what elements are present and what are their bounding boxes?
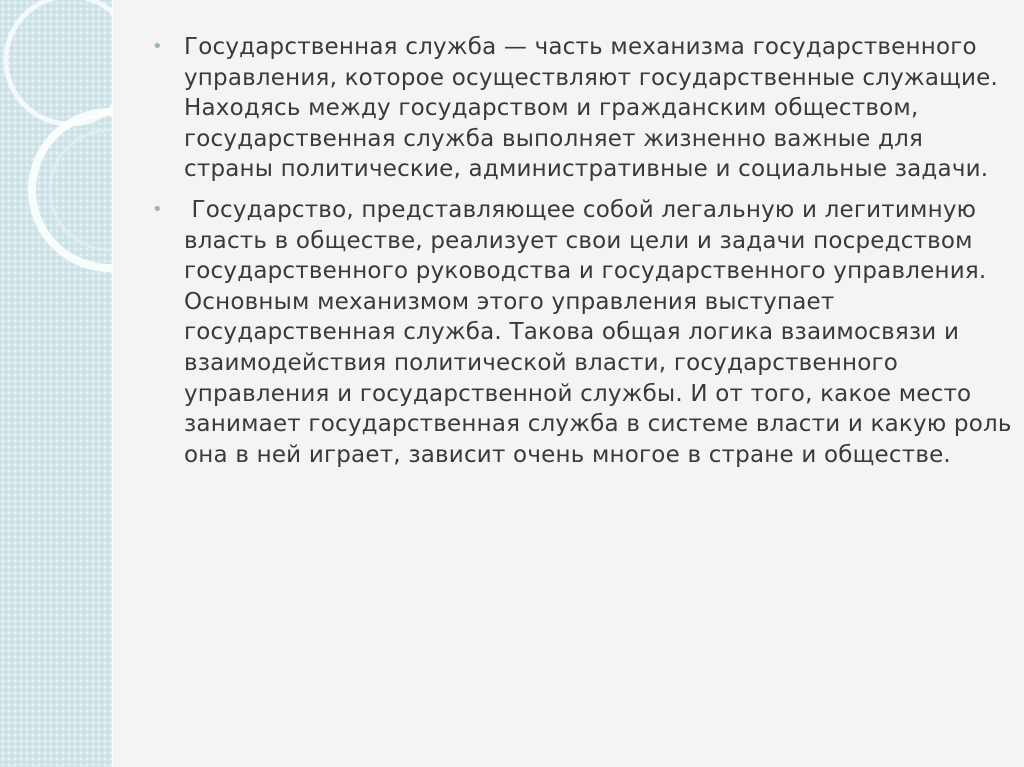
band-divider xyxy=(112,0,115,767)
bullet-text: Государственная служба — часть механизма государственного управления, которое осуществляют государственные служащие. Находясь между государством и гражданским обществом, государственная служба выполняет жизненно важные для страны политические, административные и социальные задачи. xyxy=(184,34,999,183)
bullet-icon: • xyxy=(152,198,163,220)
decorative-side-band xyxy=(0,0,112,767)
bullet-text: Государство, представляющее собой легальную и легитимную власть в обществе, реализует свои цели и задачи посредством государственного руководства и государственного управления. Основным механизмом этого управления выступает государственная служба. Такова общая логика взаимосвязи и взаимодействия политической власти, государственного управления и государственной службы. И от того, какое место занимает государственная служба в системе власти и какую роль она в ней играет, зависит очень многое в стране и обществе. xyxy=(184,196,1020,468)
bullet-item xyxy=(150,32,1012,185)
bullet-item xyxy=(150,195,1020,470)
bullet-icon: • xyxy=(152,36,163,57)
slide-content xyxy=(150,32,1020,480)
decorative-rings xyxy=(0,0,112,300)
